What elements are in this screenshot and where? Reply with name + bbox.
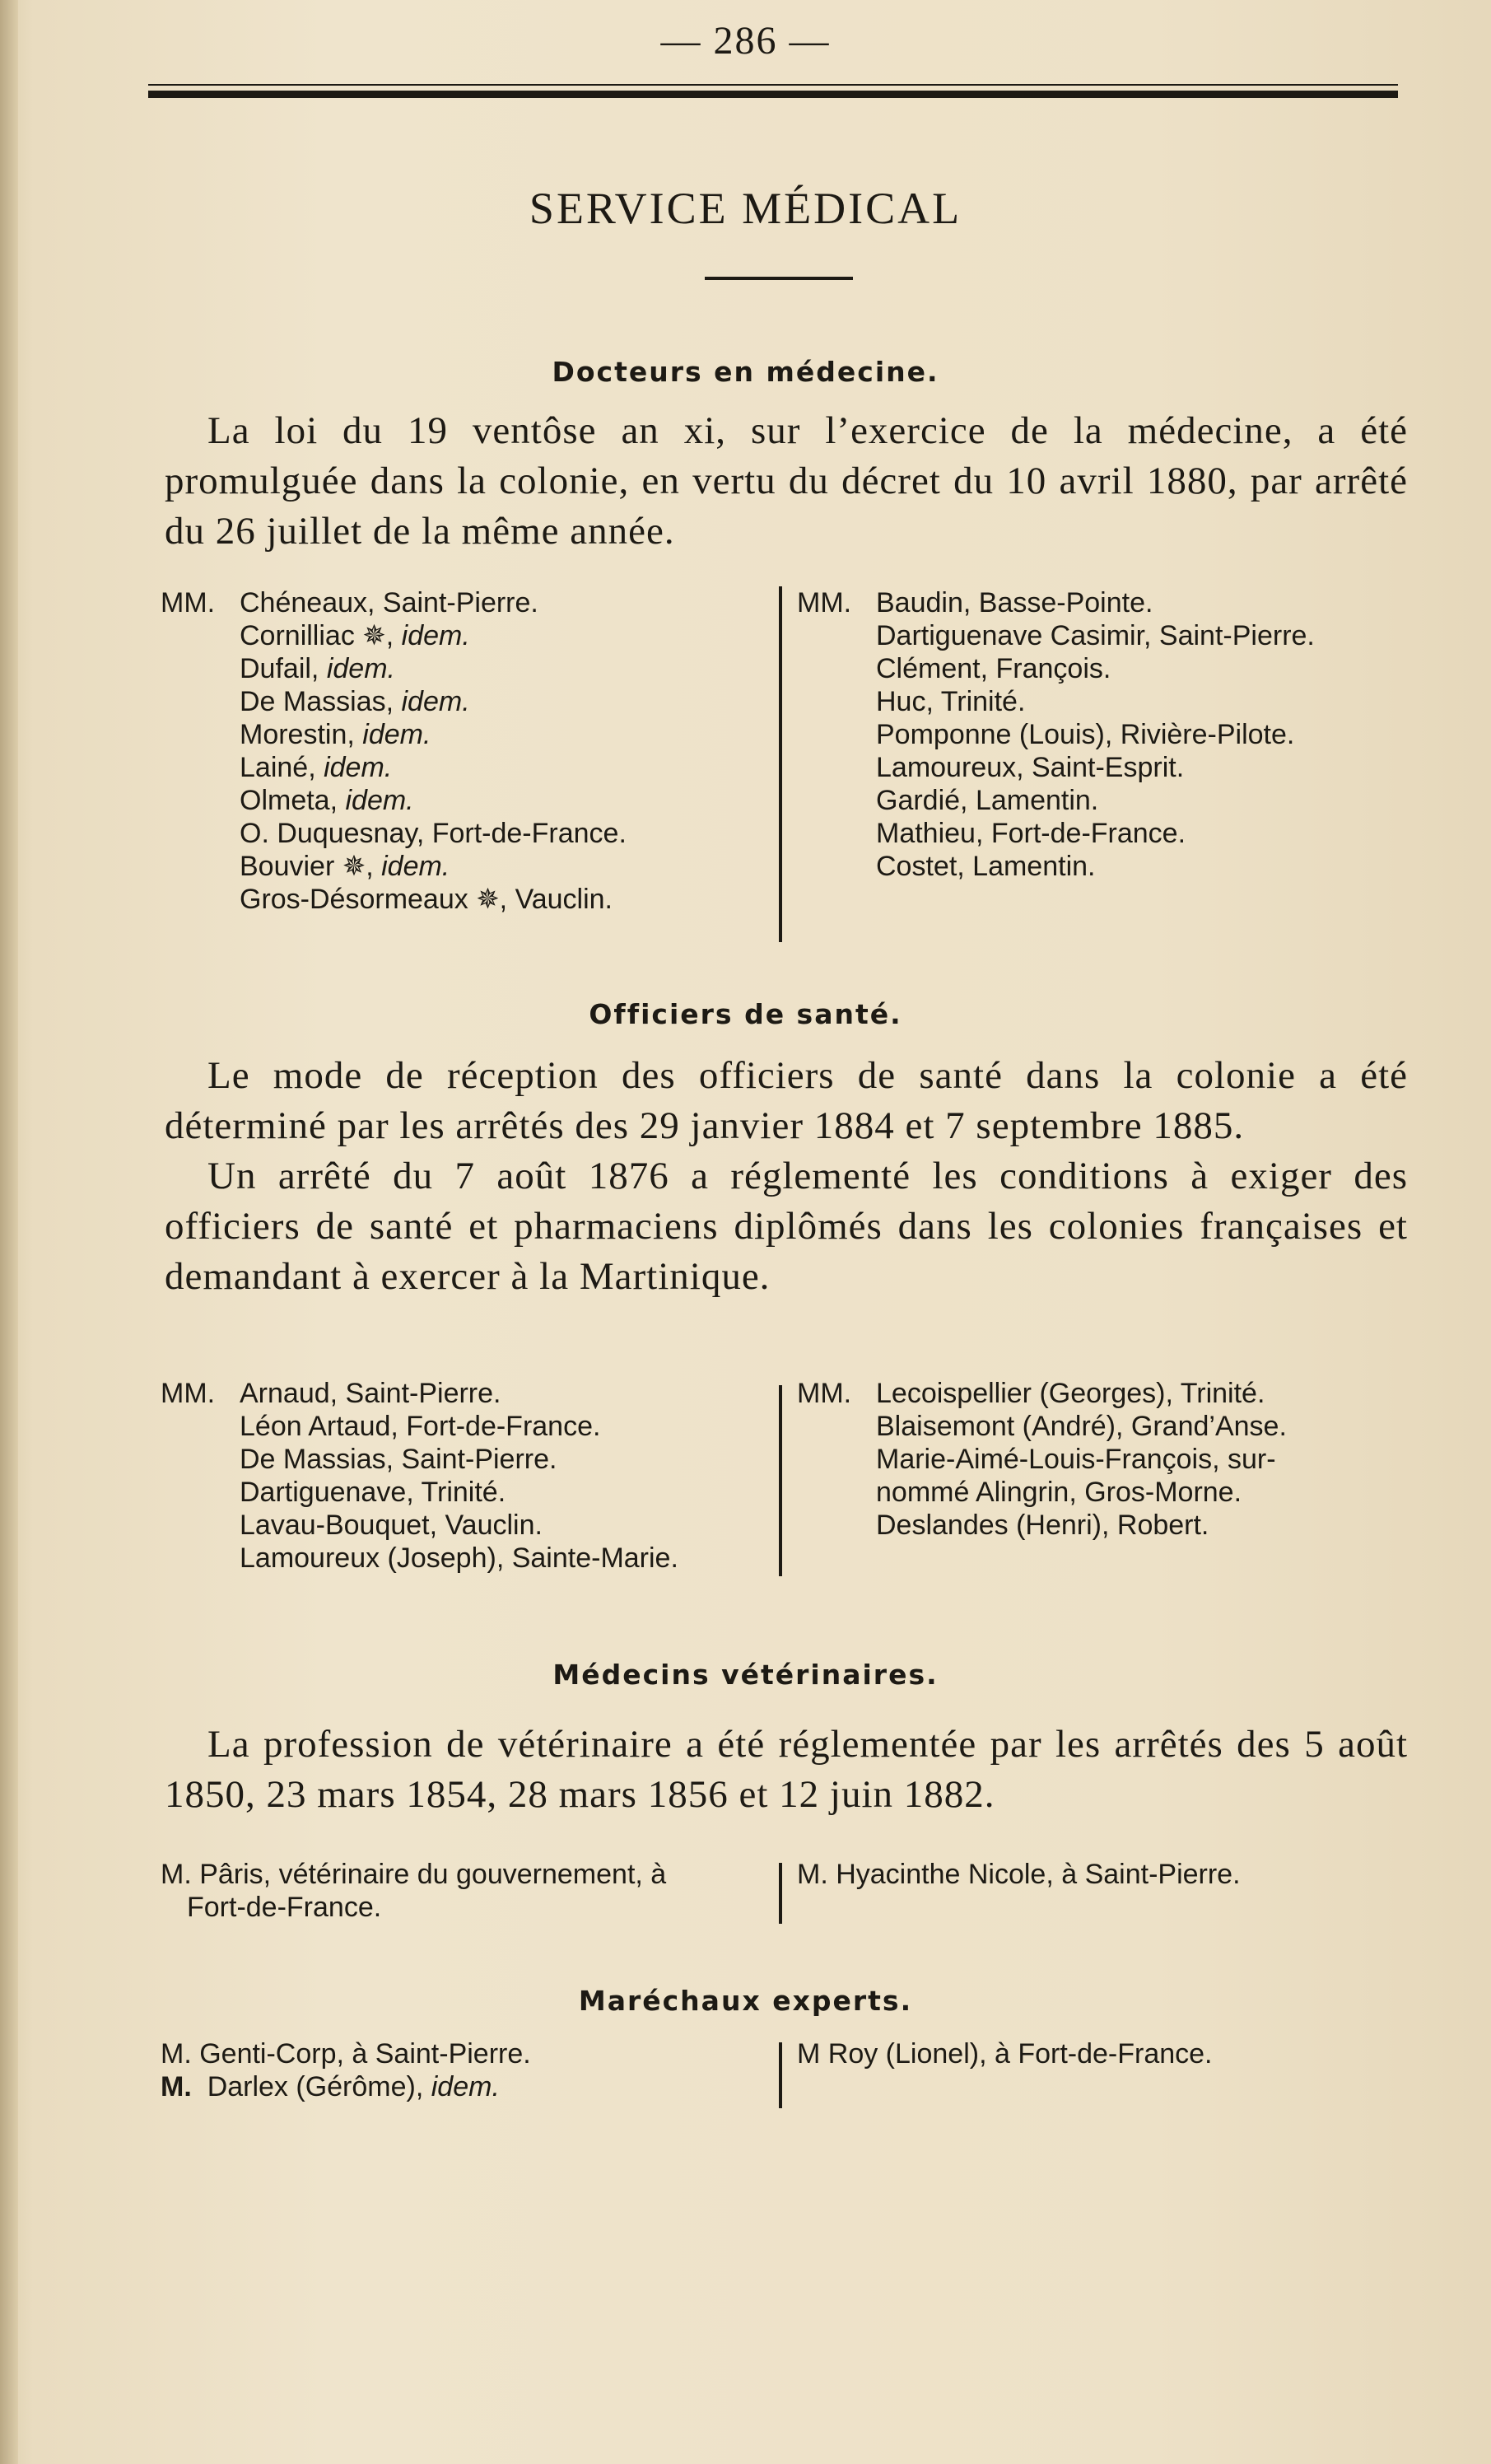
list-item: Marie-Aimé-Louis-François, sur- (876, 1444, 1276, 1475)
veterinaires-right (797, 1858, 1241, 1891)
list-item: MM. Baudin, Basse-Pointe. (797, 587, 1153, 618)
list-item: Lainé, idem. (240, 752, 393, 783)
list-item: M. Genti-Corp, à Saint-Pierre. (161, 2038, 531, 2070)
list-item: nommé Alingrin, Gros-Morne. (876, 1477, 1242, 1508)
list-item: Dartiguenave Casimir, Saint-Pierre. (876, 620, 1315, 651)
officiers-heading: Officiers de santé. (589, 998, 902, 1030)
veterinaires-paragraph-text: La profession de vétérinaire a été réglementée par les arrêtés des 5 août 1850, 23 mars 1854, 28 mars 1856 et 12 juin 1882. (165, 1723, 1408, 1816)
veterinaires-paragraph (165, 1720, 1408, 1820)
veterinaires-heading: Médecins vétérinaires. (552, 1659, 939, 1691)
list-item: Deslandes (Henri), Robert. (876, 1510, 1209, 1541)
column-divider (779, 2042, 782, 2108)
list-item: Gardié, Lamentin. (876, 785, 1099, 816)
list-item: M. Pâris, vétérinaire du gouvernement, à (161, 1859, 667, 1890)
list-item: M. Hyacinthe Nicole, à Saint-Pierre. (797, 1859, 1241, 1890)
list-item: Lamoureux (Joseph), Sainte-Marie. (240, 1542, 678, 1574)
list-item: Gros-Désormeaux ✵, Vauclin. (240, 884, 613, 915)
list-item: MM. Chéneaux, Saint-Pierre. (161, 587, 538, 618)
page-title: SERVICE MÉDICAL (529, 184, 962, 233)
officiers-paragraph-1: Le mode de réception des officiers de santé dans la colonie a été déterminé par les arrêtés des 29 janvier 1884 et 7 septembre 1885. (165, 1054, 1408, 1147)
list-item: Huc, Trinité. (876, 686, 1026, 717)
list-item: Dartiguenave, Trinité. (240, 1477, 506, 1508)
list-item: Bouvier ✵, idem. (240, 851, 450, 882)
list-item: Dufail, idem. (240, 653, 395, 684)
list-item: MM. Arnaud, Saint-Pierre. (161, 1378, 501, 1409)
officiers-paragraphs (165, 1051, 1408, 1302)
officiers-list-right (797, 1377, 1287, 1542)
marechaux-heading: Maréchaux experts. (578, 1985, 913, 2017)
list-item: Fort-de-France. (187, 1892, 382, 1923)
list-item: Costet, Lamentin. (876, 851, 1096, 882)
docteurs-paragraph (165, 406, 1408, 557)
list-item: Mathieu, Fort-de-France. (876, 818, 1186, 849)
list-item: Morestin, idem. (240, 719, 431, 750)
header-rule-thick (148, 91, 1398, 98)
header-rule-thin (148, 84, 1398, 86)
list-item: Clément, François. (876, 653, 1111, 684)
veterinaires-left (161, 1858, 666, 1924)
list-item: MM. Lecoispellier (Georges), Trinité. (797, 1378, 1265, 1409)
page-number: — 286 — (660, 19, 831, 63)
officiers-paragraph-2: Un arrêté du 7 août 1876 a réglementé les conditions à exiger des officiers de santé et pharmaciens diplômés dans les colonies françaises et demandant à exercer à la Martinique. (165, 1155, 1408, 1298)
officiers-list-left (161, 1377, 678, 1575)
column-divider (779, 1385, 782, 1576)
list-item: M. Darlex (Gérôme), idem. (161, 2071, 500, 2102)
list-item: Blaisemont (André), Grand’Anse. (876, 1411, 1287, 1442)
list-item: Pomponne (Louis), Rivière-Pilote. (876, 719, 1295, 750)
list-item: Lamoureux, Saint-Esprit. (876, 752, 1185, 783)
docteurs-paragraph-text: La loi du 19 ventôse an xi, sur l’exercice de la médecine, a été promulguée dans la colonie, en vertu du décret du 10 avril 1880, par arrêté du 26 juillet de la même année. (165, 409, 1408, 553)
column-divider (779, 586, 782, 942)
list-item: Cornilliac ✵, idem. (240, 620, 470, 651)
list-item: Olmeta, idem. (240, 785, 414, 816)
marechaux-right (797, 2037, 1213, 2070)
docteurs-list-right (797, 586, 1315, 883)
list-item: De Massias, idem. (240, 686, 470, 717)
list-item: Léon Artaud, Fort-de-France. (240, 1411, 601, 1442)
list-item: Lavau-Bouquet, Vauclin. (240, 1510, 543, 1541)
title-rule (705, 277, 853, 280)
marechaux-left (161, 2037, 531, 2103)
docteurs-list-left (161, 586, 627, 916)
column-divider (779, 1863, 782, 1924)
docteurs-heading: Docteurs en médecine. (552, 356, 939, 388)
list-item: M Roy (Lionel), à Fort-de-France. (797, 2038, 1213, 2070)
list-item: De Massias, Saint-Pierre. (240, 1444, 557, 1475)
list-item: O. Duquesnay, Fort-de-France. (240, 818, 627, 849)
